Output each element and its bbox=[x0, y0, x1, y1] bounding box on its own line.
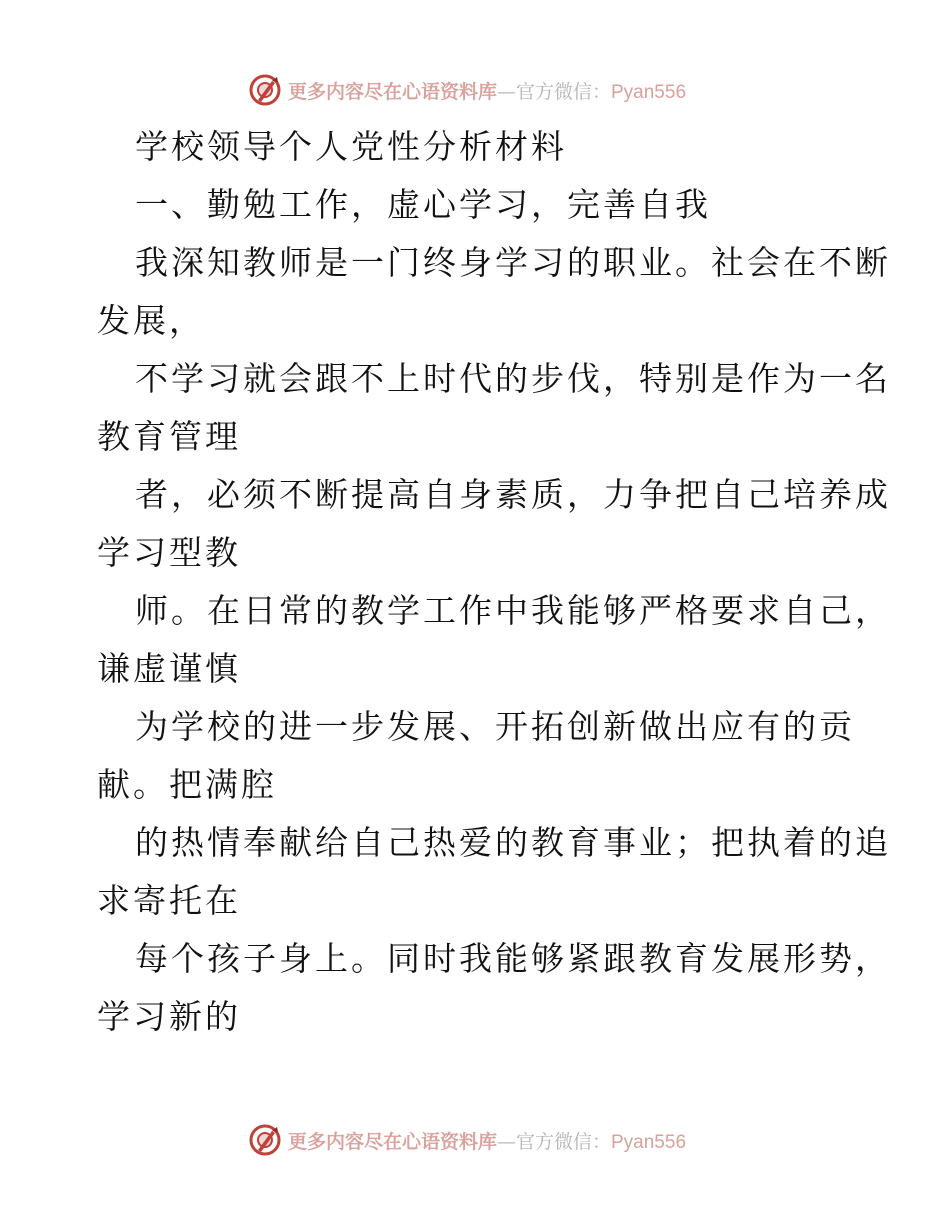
paragraph-line: 我深知教师是一门终身学习的职业。社会在不断 bbox=[135, 243, 891, 282]
paragraph-line: 不学习就会跟不上时代的步伐，特别是作为一名 bbox=[135, 359, 891, 398]
footer-banner-inner bbox=[248, 1123, 686, 1157]
header-banner-account: Pyan556 bbox=[611, 81, 687, 103]
doc-title: 学校领导个人党性分析材料 bbox=[135, 127, 567, 166]
footer-banner-wechat: 官方微信： bbox=[515, 1130, 611, 1153]
footer-banner-dash: — bbox=[496, 1130, 516, 1153]
footer-banner-text bbox=[288, 1127, 686, 1154]
header-banner-text bbox=[288, 77, 686, 104]
paragraph-line: 的热情奉献给自己热爱的教育事业；把执着的追 bbox=[135, 823, 891, 862]
paragraph-line: 求寄托在 bbox=[97, 881, 241, 920]
header-banner-dash: — bbox=[496, 80, 516, 103]
header-banner-main: 更多内容尽在心语资料库 bbox=[287, 80, 497, 103]
library-logo-icon bbox=[248, 1123, 282, 1157]
paragraph-line: 为学校的进一步发展、开拓创新做出应有的贡 bbox=[135, 707, 855, 746]
section-heading: 一、勤勉工作，虚心学习，完善自我 bbox=[135, 185, 711, 224]
paragraph-line: 献。把满腔 bbox=[97, 765, 277, 804]
paragraph-line: 师。在日常的教学工作中我能够严格要求自己， bbox=[135, 591, 891, 630]
footer-banner bbox=[0, 1120, 950, 1160]
library-logo-icon bbox=[248, 73, 282, 107]
paragraph-line: 学习新的 bbox=[97, 997, 241, 1036]
paragraph-line: 每个孩子身上。同时我能够紧跟教育发展形势， bbox=[135, 939, 891, 978]
paragraph-line: 教育管理 bbox=[97, 417, 241, 456]
paragraph-line: 者，必须不断提高自身素质，力争把自己培养成 bbox=[135, 475, 891, 514]
document-body bbox=[97, 118, 891, 1046]
header-banner bbox=[0, 70, 950, 110]
header-banner-wechat: 官方微信： bbox=[515, 80, 611, 103]
footer-banner-main: 更多内容尽在心语资料库 bbox=[287, 1130, 497, 1153]
paragraph-line: 发展， bbox=[97, 301, 205, 340]
header-banner-inner bbox=[248, 73, 686, 107]
paragraph-line: 谦虚谨慎 bbox=[97, 649, 241, 688]
footer-banner-account: Pyan556 bbox=[611, 1131, 687, 1153]
paragraph-line: 学习型教 bbox=[97, 533, 241, 572]
